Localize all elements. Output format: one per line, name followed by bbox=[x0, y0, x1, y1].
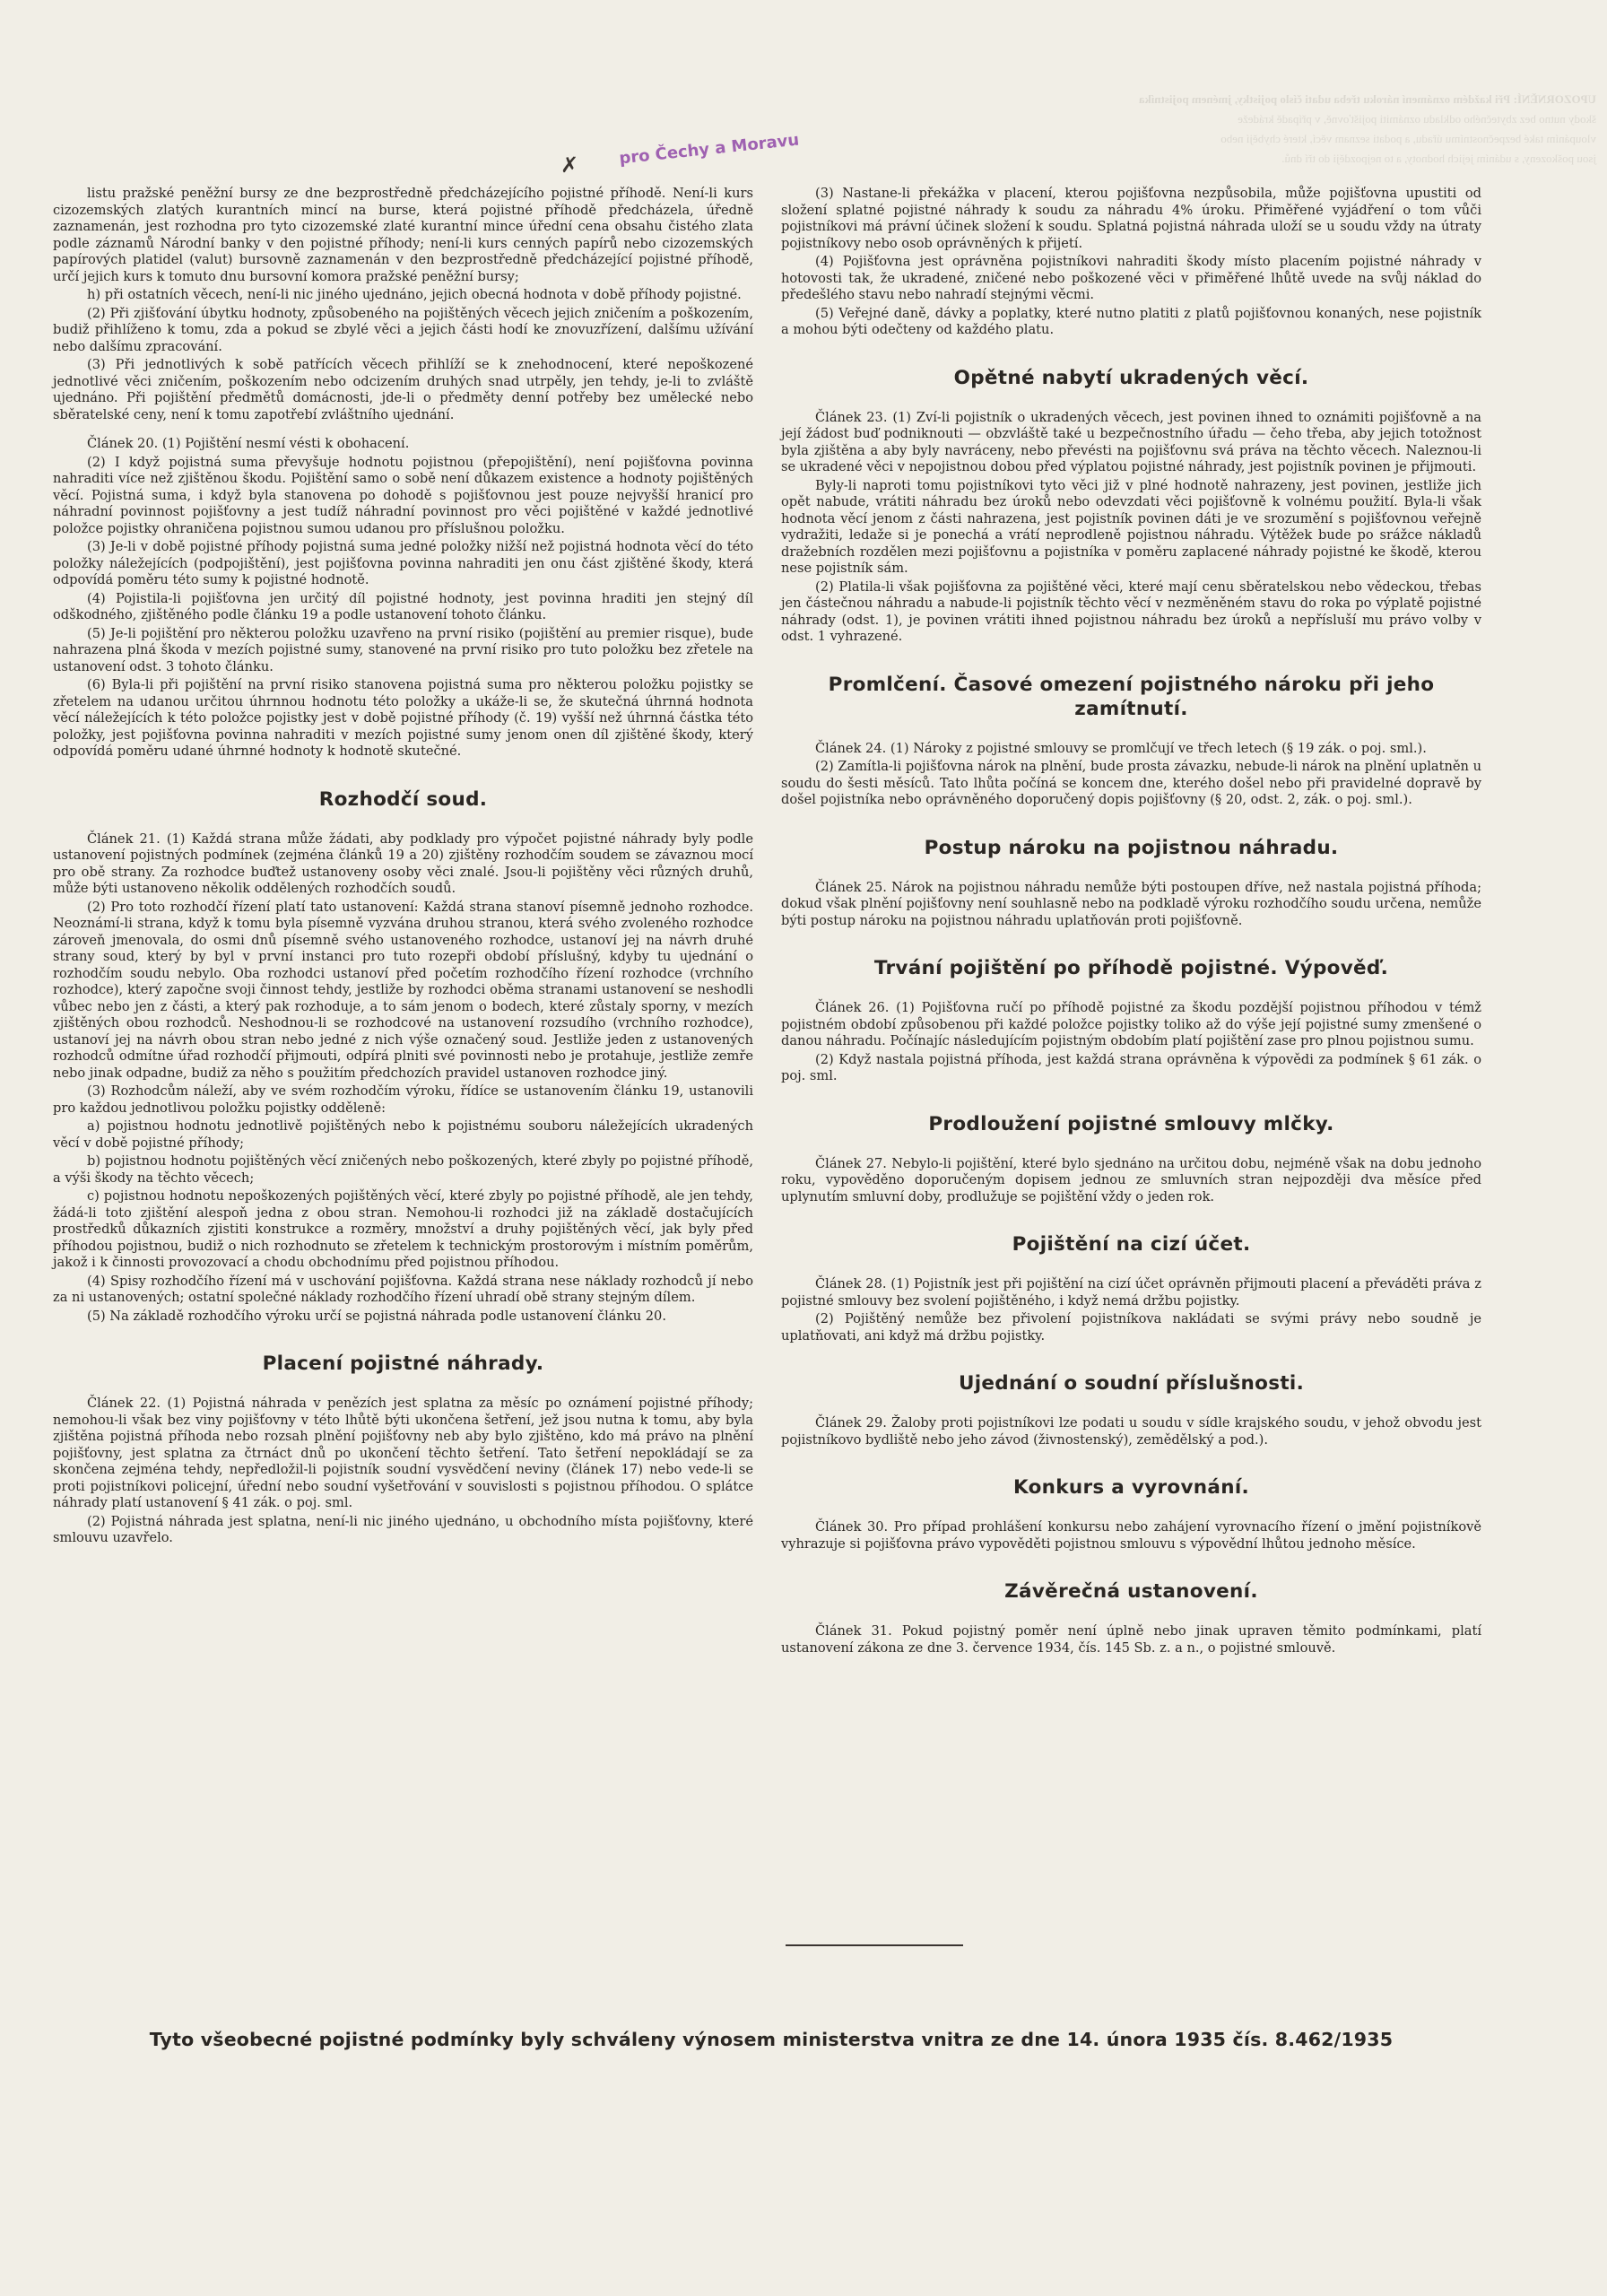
paragraph: (2) Pojistná náhrada jest splatna, není-li nic jiného ujednáno, u obchodního místa pojišťovny, které smlouvu uzavřelo. bbox=[53, 1513, 753, 1545]
paragraph: (2) Platila-li však pojišťovna za pojištěné věci, které mají cenu sběratelskou nebo vědeckou, třebas jen částečnou náhradu a nabude-li pojistník těchto věcí v nezměněném stavu do roka po výplatě pojistné náhrady (odst. 1), je povinen vrátiti ihned pojistnou náhradu bez úroků a nepřísluší mu právo volby v odst. 1 vyhrazené. bbox=[781, 578, 1481, 644]
section-heading: Trvání pojištění po příhodě pojistné. Výpověď. bbox=[873, 957, 1389, 979]
paragraph: (4) Pojišťovna jest oprávněna pojistníkovi nahraditi škody místo placením pojistné náhrady v hotovosti tak, že ukradené, zničené nebo poškozené věci v přiměřené lhůtě uvede na svůj náklad do předešlého stavu nebo nahradí stejnými věcmi. bbox=[781, 254, 1481, 302]
left-column bbox=[53, 186, 753, 1549]
section-heading: Placení pojistné náhrady. bbox=[262, 1352, 544, 1375]
paragraph: (2) Pojištěný nemůže bez přivolení pojistníkova nakládati se svými právy nebo soudně je uplatňovati, ani když má držbu pojistky. bbox=[781, 1311, 1481, 1344]
paragraph: Článek 22. (1) Pojistná náhrada v penězích jest splatna za měsíc po oznámení pojistné příhody; nemohou-li však bez viny pojišťovny v této lhůtě býti ukončena šetření, jež jsou nutna k tomu, aby byla zjištěna pojistná příhoda nebo rozsah plnění pojišťovny neb aby bylo zjištěno, kdo má právo na plnění pojišťovny, jest splatna za čtrnáct dnů po ukončení těchto šetření. Tato šetření nepokládají se za skončena zejména tehdy, nepředložil-li pojistník soudní vysvědčení neviny (článek 17) nebo vede-li se proti pojistníkovi policejní, úřední nebo soudní vyšetřování v souvislosti s pojistnou příhodou. O splátce náhrady platí ustanovení § 41 zák. o poj. sml. bbox=[53, 1396, 753, 1510]
section-heading: Konkurs a vyrovnání. bbox=[1013, 1476, 1249, 1499]
section-heading: Opětné nabytí ukradených věcí. bbox=[953, 366, 1309, 389]
paragraph: Byly-li naproti tomu pojistníkovi tyto věci již v plné hodnotě nahrazeny, jest povinen, jestliže jich opět nabude, vrátiti náhradu bez úroků nebo odevzdati věci pojišťovně k volnému použití. Byla-li však hodnota věcí jenom z části nahrazena, jest pojistník povinen dáti je ve srozumění s pojišťovnou veřejně vydražiti, ledaže si je ponechá a vrátí neprodleně pojistnou náhradu. Výtěžek bude po srážce nákladů dražebních rozdělen mezi pojišťovnu a pojistníka v poměru zaplacené náhrady pojistné ke škodě, kterou nese pojistník sám. bbox=[781, 477, 1481, 576]
paragraph: Článek 25. Nárok na pojistnou náhradu nemůže býti postoupen dříve, než nastala pojistná příhoda; dokud však plnění pojišťovny není souhlasně nebo na podkladě výroku rozhodčího soudu určena, nemůže býti postup nároku na pojistnou náhradu uplatňován proti pojišťovně. bbox=[781, 879, 1481, 928]
paragraph: (3) Při jednotlivých k sobě patřících věcech přihlíží se k znehodnocení, které nepoškozené jednotlivé věci zničením, poškozením nebo odcizením druhých snad utrpěly, jen tehdy, je-li to zvláště ujednáno. Při pojištění předmětů domácnosti, jde-li o předměty denní potřeby bez umělecké nebo sběratelské ceny, není k tomu zapotřebí zvláštního ujednání. bbox=[53, 357, 753, 422]
paragraph: b) pojistnou hodnotu pojištěných věcí zničených nebo poškozených, které zbyly po pojistné příhodě, a výši škody na těchto věcech; bbox=[53, 1153, 753, 1186]
section-heading: Postup nároku na pojistnou náhradu. bbox=[924, 836, 1339, 859]
paragraph: c) pojistnou hodnotu nepoškozených pojištěných věcí, které zbyly po pojistné příhodě, ale jen tehdy, žádá-li toto zjištění alespoň jedna z obou stran. Nemohou-li rozhodci již na základě dostačujících prostředků důkazních zjistiti konstrukce a rozměry, množství a druhy pojištěných věcí, jak byly před příhodou pojistnou, budiž o nich rozhodnuto se zřetelem k technickým prostorovým i místním poměrům, jakož i k činnosti provozovací a chodu obchodnímu před pojistnou příhodou. bbox=[53, 1188, 753, 1270]
paragraph: (5) Na základě rozhodčího výroku určí se pojistná náhrada podle ustanovení článku 20. bbox=[87, 1308, 666, 1324]
paragraph: (3) Nastane-li překážka v placení, kterou pojišťovna nezpůsobila, může pojišťovna upustiti od složení splatné pojistné náhrady k soudu za náhradu 4% úroku. Přiměřené vyjádření o tom vůči pojistníkovi má právní účinek složení k soudu. Splatná pojistná náhrada uloží se u soudu vždy na útraty pojistníkovy nebo osob oprávněných k přijetí. bbox=[781, 186, 1481, 251]
paragraph: (4) Pojistila-li pojišťovna jen určitý díl pojistné hodnoty, jest povinna hraditi jen stejný díl odškodného, zjištěného podle článku 19 a podle ustanovení tohoto článku. bbox=[53, 590, 753, 622]
paragraph: Článek 24. (1) Nároky z pojistné smlouvy se promlčují ve třech letech (§ 19 zák. o poj. sml.). bbox=[815, 740, 1427, 756]
paragraph: Článek 31. Pokud pojistný poměr není úplně nebo jinak upraven těmito podmínkami, platí ustanovení zákona ze dne 3. července 1934, čís. 145 Sb. z. a n., o pojistné smlouvě. bbox=[781, 1623, 1481, 1656]
paragraph: Článek 30. Pro případ prohlášení konkursu nebo zahájení vyrovnacího řízení o jmění pojistníkově vyhrazuje si pojišťovna právo vypověděti pojistnou smlouvu s výpovědní lhůtou jednoho měsíce. bbox=[781, 1519, 1481, 1552]
paragraph: Článek 29. Žaloby proti pojistníkovi lze podati u soudu v sídle krajského soudu, v jehož obvodu jest pojistníkovo bydliště nebo jeho závod (živnostenský), zemědělský a pod.). bbox=[781, 1415, 1481, 1448]
paragraph: Článek 23. (1) Zví-li pojistník o ukradených věcech, jest povinen ihned to oznámiti pojišťovně a na její žádost buď podniknouti — obzvláště také u bezpečnostního úřadu — čeho třeba, aby jejich totožnost byla zjištěna a aby byly navráceny, nebo převésti na pojišťovnu svá práva na těchto věcech. Naleznou-li se ukradené věci v nepojistnou dobou před výplatou pojistné náhrady, jest pojistník povinen je přijmouti. bbox=[781, 409, 1481, 474]
separator-rule bbox=[786, 1944, 963, 1946]
paragraph: Článek 20. (1) Pojištění nesmí vésti k obohacení. bbox=[87, 436, 410, 451]
section-heading: Prodloužení pojistné smlouvy mlčky. bbox=[928, 1112, 1334, 1135]
section-heading: Závěrečná ustanovení. bbox=[1004, 1580, 1258, 1603]
paragraph: Článek 21. (1) Každá strana může žádati, aby podklady pro výpočet pojistné náhrady byly podle ustanovení pojistných podmínek (zejména článků 19 a 20) zjištěny rozhodčím soudem se závaznou mocí pro obě strany. Za rozhodce buďtež ustanoveny osoby věci znalé. Jsou-li pojištěny věci různých druhů, může býti ustanoveno několik oddělených rozhodčích soudů. bbox=[53, 831, 753, 896]
paragraph: (4) Spisy rozhodčího řízení má v uschování pojišťovna. Každá strana nese náklady rozhodců jí nebo za ni ustanovených; ostatní společné náklady rozhodčího řízení uhradí obě strany stejným dílem. bbox=[53, 1273, 753, 1305]
section-heading: Pojištění na cizí účet. bbox=[1012, 1233, 1251, 1256]
paragraph: (5) Veřejné daně, dávky a poplatky, které nutno platiti z platů pojišťovnou konaných, nese pojistník a mohou býti odečteny od každého platu. bbox=[781, 305, 1481, 337]
section-heading: Promlčení. Časové omezení pojistného nároku při jeho zamítnutí. bbox=[828, 673, 1435, 720]
handwritten-mark: ✗ bbox=[560, 152, 579, 178]
approval-footer: Tyto všeobecné pojistné podmínky byly schváleny výnosem ministerstva vnitra ze dne 14. února 1935 čís. 8.462/1935 bbox=[149, 2029, 1394, 2050]
section-heading: Rozhodčí soud. bbox=[318, 787, 488, 811]
paragraph: Článek 27. Nebylo-li pojištění, které bylo sjednáno na určitou dobu, nejméně však na dobu jednoho roku, vypověděno doporučeným dopisem jednou ze smluvních stran nejpozději dva měsíce před uplynutím smluvní doby, prodlužuje se pojištění vždy o jeden rok. bbox=[781, 1155, 1481, 1205]
paragraph: (2) Zamítla-li pojišťovna nárok na plnění, bude prosta závazku, nebude-li nárok na plnění uplatněn u soudu do šesti měsíců. Tato lhůta počíná se koncem dne, kterého došel nebo při pravidelné dopravě by došel pojistníka nebo oprávněného doporučený dopis pojišťovny (§ 20, odst. 2, zák. o poj. sml.). bbox=[781, 759, 1481, 807]
paragraph: Článek 28. (1) Pojistník jest při pojištění na cizí účet oprávněn přijmouti placení a převáděti práva z pojistné smlouvy bez svolení pojištěného, i když nemá držbu pojistky. bbox=[781, 1276, 1481, 1309]
bleed-through-text: UPOZORNĚNÍ: Při každém oznámení nároku třeba udati číslo pojistky, jménem pojistníka škody nutno bez zbytečného odkladu oznámiti pojišťovně, v případě krádeže vloupáním také bezpečnostnímu úřadu, a podati seznam věcí, které chybějí nebo jsou poškozeny, s udáním jejich hodnoty, a to nejpozději do tří dnů. bbox=[1138, 92, 1596, 165]
paragraph: (6) Byla-li při pojištění na první risiko stanovena pojistná suma pro některou položku pojistky se zřetelem na udanou určitou úhrnnou hodnotu této položky a ukáže-li se, že skutečná úhrnná hodnota věcí náležejících k této položce pojistky jest v době pojistné příhody (č. 19) vyšší než úhrnná částka této položky, jest pojišťovna povinna nahraditi v mezích pojistné sumy jenom onen díl zjištěné škody, který odpovídá poměru udané úhrnné hodnoty k hodnotě skutečné. bbox=[53, 677, 753, 759]
paragraph: (3) Rozhodcům náleží, aby ve svém rozhodčím výroku, řídíce se ustanovením článku 19, ustanovili pro každou jednotlivou položku pojistky odděleně: bbox=[53, 1083, 753, 1116]
section-heading: Ujednání o soudní příslušnosti. bbox=[958, 1372, 1305, 1395]
paragraph: (3) Je-li v době pojistné příhody pojistná suma jedné položky nižší než pojistná hodnota věcí do této položky náležejících (podpojištění), jest pojišťovna povinna nahraditi jen onu část zjištěné škody, která odpovídá poměru této sumy k pojistné hodnotě. bbox=[53, 539, 753, 587]
office-stamp: pro Čechy a Moravu bbox=[618, 130, 801, 169]
paragraph: (5) Je-li pojištění pro některou položku uzavřeno na první risiko (pojištění au premier risque), bude nahrazena plná škoda v mezích pojistné sumy, stanovené na první risiko pro tuto položku bez zřetele na ustanovení odst. 3 tohoto článku. bbox=[53, 625, 753, 674]
paragraph: Článek 26. (1) Pojišťovna ručí po příhodě pojistné za škodu pozdější pojistnou příhodou v témž pojistném období způsobenou při každé položce pojistky toliko až do výše její pojistné sumy zmenšené o danou náhradu. Počínajíc následujícím pojistným obdobím platí pojištění zase pro plnou pojistnou sumu. bbox=[781, 1000, 1481, 1048]
right-column bbox=[781, 186, 1481, 1658]
paragraph: (2) Když nastala pojistná příhoda, jest každá strana oprávněna k výpovědi za podmínek § 61 zák. o poj. sml. bbox=[781, 1051, 1481, 1083]
paragraph: (2) Při zjišťování úbytku hodnoty, způsobeného na pojištěných věcech jejich zničením a poškozením, budiž přihlíženo k tomu, zda a pokud se zbylé věci a jejich části hodí ke znovuzřízení, dalšímu užívání nebo dalšímu zpracování. bbox=[53, 305, 753, 354]
paragraph: h) při ostatních věcech, není-li nic jiného ujednáno, jejich obecná hodnota v době příhody pojistné. bbox=[87, 287, 742, 302]
paragraph: listu pražské peněžní bursy ze dne bezprostředně předcházejícího pojistné příhodě. Není-li kurs cizozemských zlatých kurantních mincí na burse, která pojistné příhodě předcházela, úředně zaznamenán, jest rozhodna pro tyto cizozemské zlaté kurantní mince úřední cena obsahu čistého zlata podle záznamů Národní banky v den pojistné příhody; není-li kurs cenných papírů nebo cizozemských papírových platidel (valut) bursovně zaznamenán v den bezprostředně předcházející pojistné příhodě, určí jejich kurs k tomuto dnu bursovní komora pražské peněžní bursy; bbox=[53, 186, 753, 284]
paragraph: a) pojistnou hodnotu jednotlivě pojištěných nebo k pojistnému souboru náležejících ukradených věcí v době pojistné příhody; bbox=[53, 1118, 753, 1151]
paragraph: (2) Pro toto rozhodčí řízení platí tato ustanovení: Každá strana stanoví písemně jednoho rozhodce. Neoznámí-li strana, když k tomu byla písemně vyzvána druhou stranou, která svého zvoleného rozhodce zároveň jmenovala, do osmi dnů písemně svého ustanoveného rozhodce, ustanoví jej na návrh druhé strany soud, který by byl v první instanci pro tuto rozepři období příslušný, kdyby tu ujednání o rozhodčím soudu nebylo. Oba rozhodci ustanoví před početím rozhodčího řízení rozhodce (vrchního rozhodce), který započne svoji činnost tehdy, jestliže by rozhodci oběma stranami ustanovení se neshodli vůbec nebo jen z části, a který pak rozhoduje, a to sám jenom o bodech, které zůstaly sporny, v mezích zjištěných obou rozhodců. Neshodnou-li se rozhodcové na ustanovení rozsudího (vrchního rozhodce), ustanoví jej na návrh obou stran nebo jedné z nich výše označený soud. Jestliže jeden z ustanovených rozhodců odmítne úřad rozhodčí přijmouti, odpírá plniti své povinnosti nebo je protahuje, jestliže zemře nebo jinak odpadne, budiž za něho s použitím předchozích pravidel ustanoven rozhodce jiný. bbox=[53, 899, 753, 1081]
paragraph: (2) I když pojistná suma převyšuje hodnotu pojistnou (přepojištění), není pojišťovna povinna nahraditi více než zjištěnou škodu. Pojištění samo o sobě není důkazem existence a hodnoty pojištěných věcí. Pojistná suma, i když byla stanovena po dohodě s pojišťovnou jest pouze nejvyšší hranicí pro náhradní povinnost pojišťovny a jest tudíž náhradní povinnost pro věci pojištěné v každé jednotlivé položce pojistky ohraničena pojistnou sumou udanou pro příslušnou položku. bbox=[53, 454, 753, 536]
